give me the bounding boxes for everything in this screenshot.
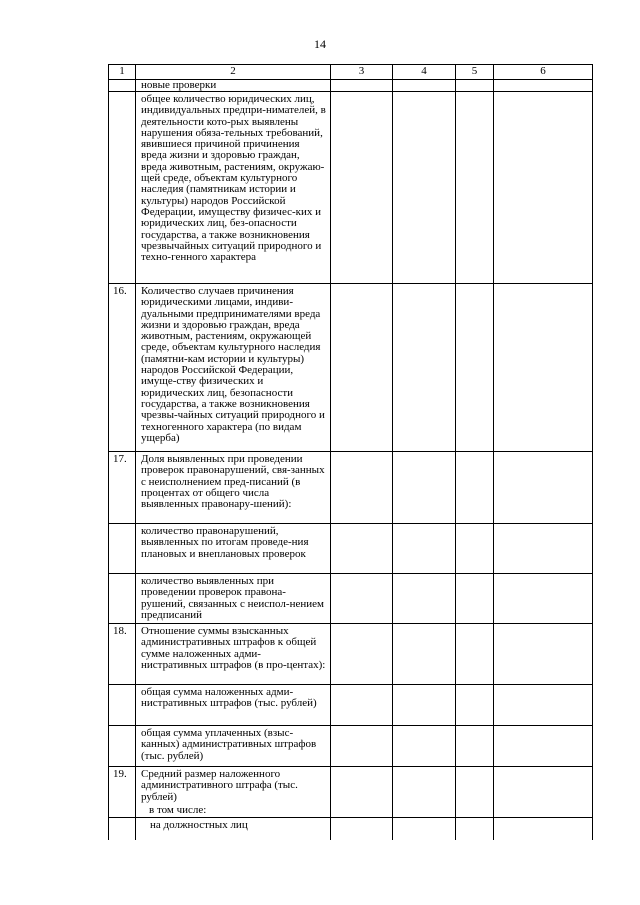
cell [331,452,393,524]
cell [331,80,393,92]
row-description: общая сумма наложенных адми-нистративных штрафов (тыс. рублей) [136,685,331,726]
cell [393,574,456,624]
cell [393,80,456,92]
row-description: Количество случаев причинения юридическими лицами, индиви-дуальными предпринимателями вреда жизни и здоровью граждан, вреда животным, растениям, окружающей среде, объектам культурного наследия (памятни-кам истории и культуры) народов Российской Федерации, имуще-ству физических и юридических лиц, безопасности государства, а также возникновения чрезвы-чайных ситуаций природного и техногенного характера (по видам ущерба) [136,284,331,452]
cell [393,452,456,524]
cell [456,767,494,818]
cell [456,524,494,574]
column-header: 1 [109,65,136,80]
column-header-row [109,65,593,80]
row-number: 17. [109,452,136,524]
cell [456,574,494,624]
row-description: Доля выявленных при проведении проверок правонарушений, свя-занных с неисполнением пред-писаний (в процентах от общего числа выявленных правонару-шений): [136,452,331,524]
cell [331,284,393,452]
cell [331,524,393,574]
cell [494,92,593,284]
cell [494,726,593,767]
cell [456,685,494,726]
row-number: 16. [109,284,136,452]
cell [494,80,593,92]
cell [393,284,456,452]
row-description: количество выявленных при проведении проверок правона-рушений, связанных с неиспол-нением предписаний [136,574,331,624]
cell [393,524,456,574]
cell [331,685,393,726]
row-description: новые проверки [136,80,331,92]
table-row [109,818,593,840]
table-row [109,452,593,524]
table-row [109,80,593,92]
column-header: 6 [494,65,593,80]
row-description [136,767,331,818]
cell [331,574,393,624]
table-row [109,726,593,767]
row-subheading: в том числе: [149,803,207,816]
row-description: количество правонарушений, выявленных по итогам проведе-ния плановых и внеплановых проверок [136,524,331,574]
cell [494,452,593,524]
row-description: на должностных лиц [136,818,331,840]
cell [456,624,494,685]
cell [494,685,593,726]
cell [456,80,494,92]
cell [456,284,494,452]
table-row [109,574,593,624]
cell [494,624,593,685]
row-number [109,685,136,726]
cell [494,524,593,574]
table-row [109,92,593,284]
table-row [109,624,593,685]
row-number: 19. [109,767,136,818]
cell [331,92,393,284]
row-number [109,818,136,840]
cell [393,726,456,767]
cell [494,818,593,840]
cell [456,726,494,767]
row-number [109,524,136,574]
cell [393,624,456,685]
cell [393,818,456,840]
cell [331,726,393,767]
table-row [109,685,593,726]
row-number [109,726,136,767]
cell [331,624,393,685]
report-table [108,64,593,840]
table-row [109,524,593,574]
row-number: 18. [109,624,136,685]
row-description: Отношение суммы взысканных административных штрафов к общей сумме наложенных адми-нистративных штрафов (в про-центах): [136,624,331,685]
cell [456,92,494,284]
column-header: 3 [331,65,393,80]
row-number [109,574,136,624]
row-description-text: Средний размер наложенного административного штрафа (тыс. рублей) [141,768,298,803]
cell [393,685,456,726]
cell [494,767,593,818]
table-row [109,767,593,818]
cell [494,574,593,624]
cell [393,767,456,818]
cell [331,818,393,840]
cell [494,284,593,452]
cell [456,818,494,840]
column-header: 5 [456,65,494,80]
table-row [109,284,593,452]
cell [393,92,456,284]
column-header: 4 [393,65,456,80]
row-number [109,80,136,92]
row-number [109,92,136,284]
row-description: общее количество юридических лиц, индивидуальных предпри-нимателей, в деятельности кото-рых выявлены нарушения обяза-тельных требований, явившиеся причиной причинения вреда жизни и здоровью граждан, вреда животным, растениям, окружаю-щей среде, объектам культурного наследия (памятникам истории и культуры) народов Российской Федерации, имуществу физичес-ких и юридических лиц, без-опасности государства, а также возникновения чрезвычайных ситуаций природного и техно-генного характера [136,92,331,284]
page-number: 14 [314,37,326,51]
cell [456,452,494,524]
row-description: общая сумма уплаченных (взыс-канных) административных штрафов (тыс. рублей) [136,726,331,767]
column-header: 2 [136,65,331,80]
cell [331,767,393,818]
